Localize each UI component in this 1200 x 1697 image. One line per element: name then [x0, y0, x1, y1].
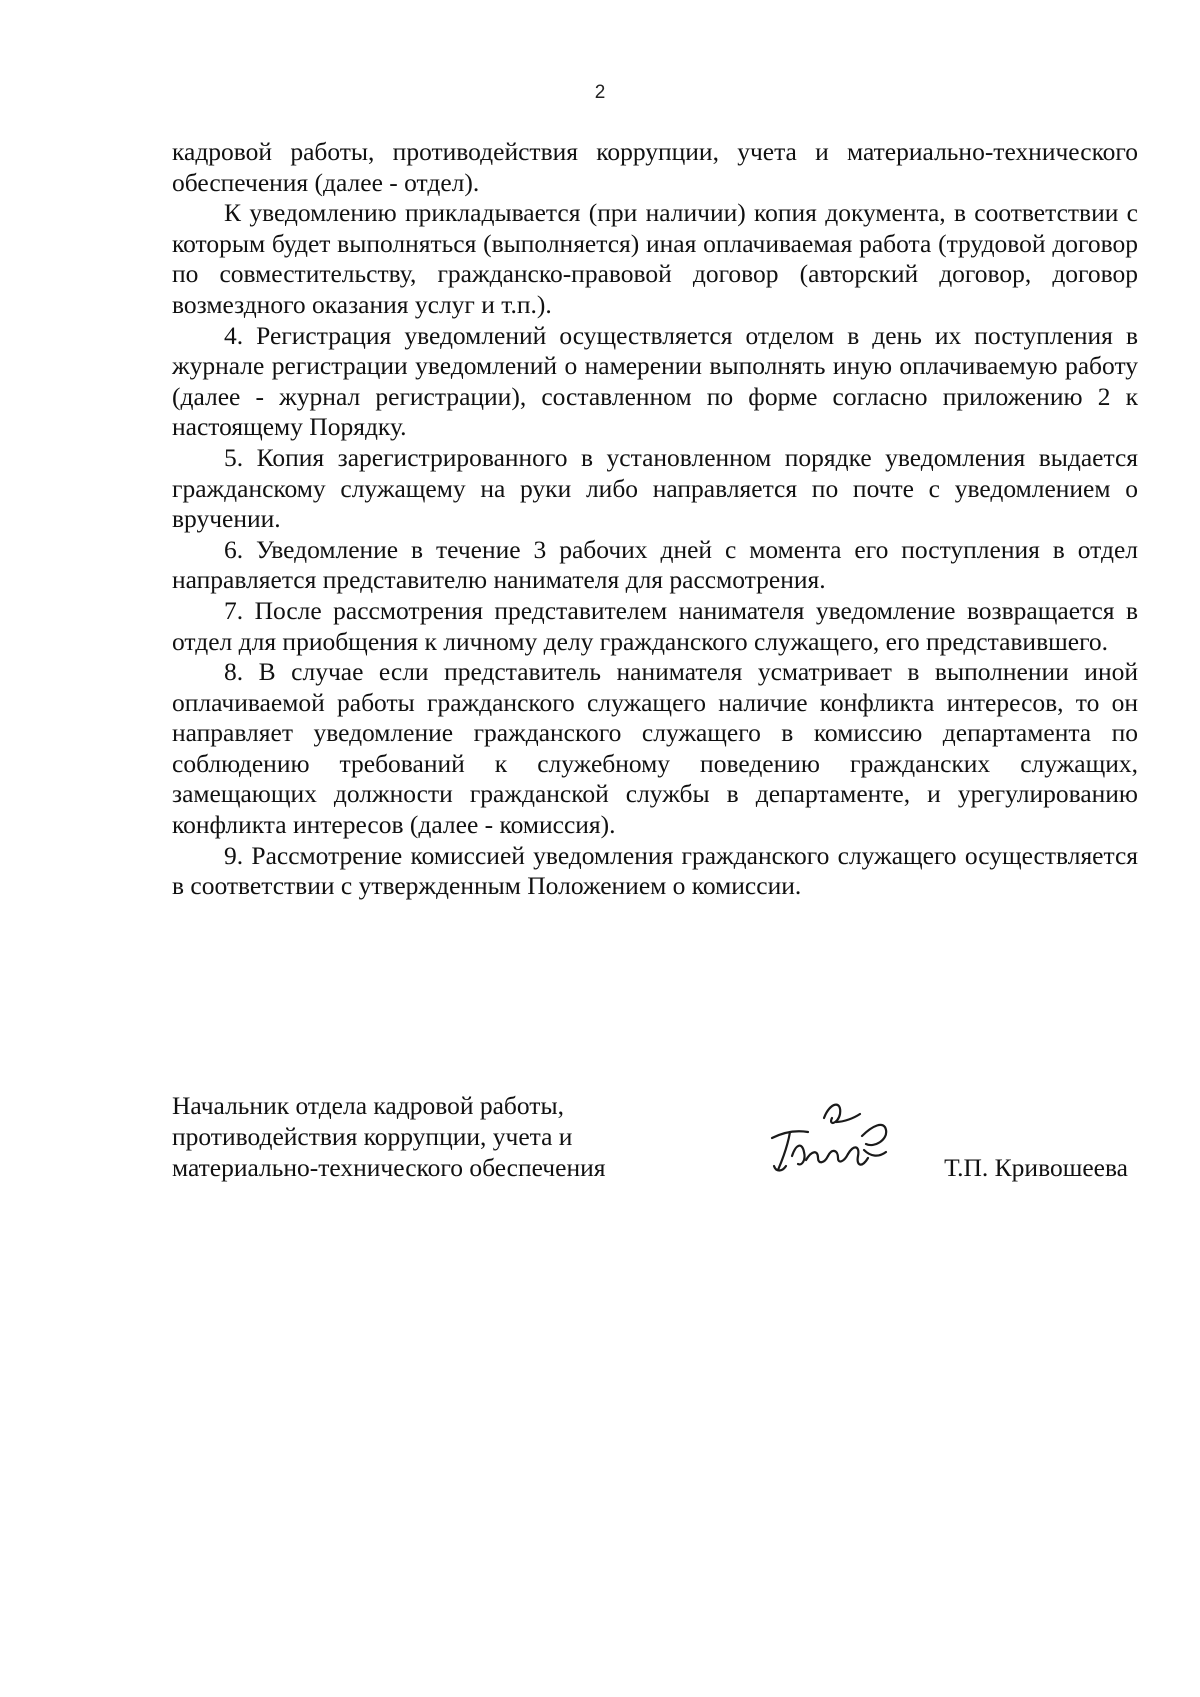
signer-title-line: Начальник отдела кадровой работы, — [172, 1091, 564, 1120]
signer-title-line: противодействия коррупции, учета и — [172, 1122, 573, 1151]
paragraph-attachment: К уведомлению прикладывается (при наличии) копия документа, в соответствии с которым будет выполняться (выполняется) иная оплачиваемая работа (трудовой договор по совместительству, гражданско-правовой договор (авторский договор, договор возмездного оказания услуг и т.п.). — [172, 198, 1138, 319]
paragraph-6-forwarding: 6. Уведомление в течение 3 рабочих дней с момента его поступления в отдел направляется представителю нанимателя для рассмотрения. — [172, 534, 1138, 595]
paragraph-4-registration: 4. Регистрация уведомлений осуществляется отделом в день их поступления в журнале регистрации уведомлений о намерении выполнять иную оплачиваемую работу (далее - журнал регистрации), составленном по форме согласно приложению 2 к настоящему Порядку. — [172, 320, 1138, 442]
paragraph-8-conflict: 8. В случае если представитель нанимателя усматривает в выполнении иной оплачиваемой работы гражданского служащего наличие конфликта интересов, то он направляет уведомление гражданского служащего в комиссию департамента по соблюдению требований к служебному поведению гражданских служащих, замещающих должности гражданской службы в департаменте, и урегулированию конфликта интересов (далее - комиссия). — [172, 657, 1138, 840]
signer-title-line: материально-технического обеспечения — [172, 1153, 606, 1182]
paragraph-continuation: кадровой работы, противодействия коррупции, учета и материально-технического обеспечения (далее - отдел). — [172, 137, 1138, 197]
signer-title — [172, 1090, 605, 1183]
signature-block — [172, 1090, 1138, 1210]
page-number: 2 — [594, 82, 606, 103]
signer-name: Т.П. Кривошеева — [944, 1153, 1128, 1182]
document-body — [172, 137, 1138, 902]
paragraph-5-copy: 5. Копия зарегистрированного в установленном порядке уведомления выдается гражданскому служащему на руки либо направляется по почте с уведомлением о вручении. — [172, 442, 1138, 534]
paragraph-9-commission: 9. Рассмотрение комиссией уведомления гражданского служащего осуществляется в соответствии с утвержденным Положением о комиссии. — [172, 840, 1138, 901]
handwritten-signature — [762, 1096, 892, 1178]
paragraph-7-return: 7. После рассмотрения представителем нанимателя уведомление возвращается в отдел для приобщения к личному делу гражданского служащего, его представившего. — [172, 595, 1138, 656]
